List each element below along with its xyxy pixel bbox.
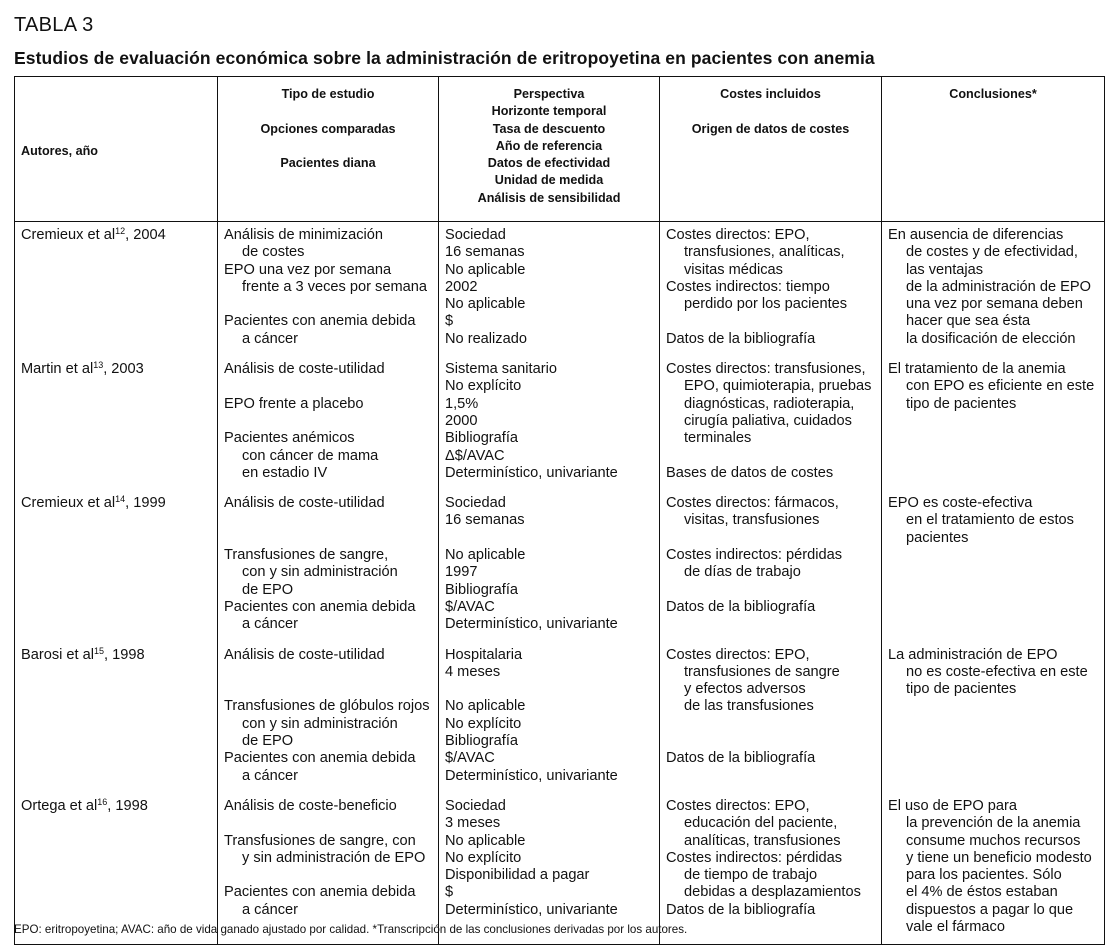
table-body [15, 222, 1105, 945]
cell-line: No aplicable [445, 832, 526, 849]
cell-line: de costes y de efectividad, [906, 244, 1078, 261]
cell-paragraph [445, 378, 653, 395]
cell-costs [660, 490, 882, 641]
cell-line: 1997 [445, 564, 478, 581]
cell-line: Costes directos: EPO, [666, 227, 810, 243]
cell-paragraph [666, 448, 875, 465]
cell-line: Sociedad [445, 797, 506, 814]
cell-perspective [439, 642, 660, 793]
cell-line: la prevención de la anemia [906, 815, 1081, 832]
cell-line: No aplicable [445, 547, 526, 564]
cell-paragraph [445, 681, 653, 698]
header-line: Tipo de estudio [281, 87, 375, 101]
cell-line: Bases de datos de costes [666, 464, 834, 481]
cell-line: en el tratamiento de estos [906, 512, 1074, 529]
cell-paragraph [445, 768, 653, 785]
cell-paragraph [888, 647, 1098, 699]
cell-paragraph [224, 867, 432, 884]
author-name: Barosi et al [21, 646, 95, 663]
cell-authors [15, 222, 218, 357]
cell-paragraph [445, 465, 653, 482]
cell-paragraph [666, 227, 875, 279]
cell-paragraph [666, 798, 875, 850]
cell-line: No aplicable [445, 261, 526, 278]
cell-paragraph [666, 361, 875, 447]
author-citation [21, 798, 211, 815]
author-citation [21, 495, 211, 512]
header-perspective [439, 77, 660, 222]
cell-line: a cáncer [242, 767, 298, 784]
cell-line: el 4% de éstos estaban [906, 884, 1058, 901]
header-line: Tasa de descuento [492, 121, 606, 136]
cell-paragraph [224, 698, 432, 750]
cell-line: Bibliografía [445, 733, 519, 750]
header-line [224, 138, 432, 155]
blank-line [224, 296, 432, 313]
cell-paragraph [445, 698, 653, 715]
header-line: Conclusiones* [949, 87, 1037, 101]
cell-line: con EPO es eficiente en este [906, 378, 1095, 395]
cell-conclusions [882, 490, 1105, 641]
cell-paragraph [445, 262, 653, 279]
cell-conclusions [882, 642, 1105, 793]
table-row [15, 222, 1105, 357]
blank-line [224, 378, 432, 395]
cell-line: En ausencia de diferencias [888, 227, 1064, 243]
cell-line: Costes directos: EPO, [666, 797, 810, 814]
cell-paragraph [445, 227, 653, 244]
cell-paragraph [445, 530, 653, 547]
cell-line: No explícito [445, 849, 522, 866]
header-study-type [218, 77, 439, 222]
cell-line: $/AVAC [445, 598, 495, 615]
cell-paragraph [224, 378, 432, 395]
cell-line: tipo de pacientes [906, 395, 1017, 412]
header-conclusions [882, 77, 1105, 222]
cell-line: Determinístico, univariante [445, 464, 618, 481]
cell-line: a cáncer [242, 901, 298, 918]
cell-line: 2002 [445, 278, 478, 295]
cell-line: Datos de la bibliografía [666, 750, 816, 767]
cell-paragraph [666, 716, 875, 733]
cell-line: Costes indirectos: tiempo [666, 278, 830, 295]
cell-paragraph [666, 495, 875, 530]
cell-line: Datos de la bibliografía [666, 901, 816, 918]
blank-line [224, 413, 432, 430]
cell-line: Pacientes con anemia debida [224, 313, 416, 330]
blank-line [224, 664, 432, 681]
header-line: Horizonte temporal [491, 104, 607, 119]
cell-paragraph [888, 798, 1098, 936]
cell-line: Transfusiones de glóbulos rojos [224, 698, 430, 715]
cell-line: Costes indirectos: pérdidas [666, 849, 843, 866]
cell-line: Determinístico, univariante [445, 767, 618, 784]
cell-line: tipo de pacientes [906, 681, 1017, 698]
cell-paragraph [666, 733, 875, 750]
header-line: Datos de efectividad [487, 156, 611, 171]
header-line [224, 103, 432, 120]
cell-line: Sistema sanitario [445, 361, 557, 378]
author-name: Cremieux et al [21, 495, 116, 512]
cell-paragraph [224, 495, 432, 512]
cell-line: EPO, quimioterapia, pruebas [684, 378, 872, 395]
cell-perspective [439, 793, 660, 945]
cell-paragraph [224, 361, 432, 378]
author-name: Martin et al [21, 361, 94, 378]
cell-line: hacer que sea ésta [906, 313, 1031, 330]
cell-line: vale el fármaco [906, 918, 1005, 935]
cell-costs [660, 793, 882, 945]
cell-paragraph [224, 750, 432, 785]
table-header [15, 77, 1105, 222]
cell-paragraph [224, 413, 432, 430]
header-line: Análisis de sensibilidad [477, 190, 621, 205]
cell-paragraph [224, 815, 432, 832]
header-line: Perspectiva [513, 87, 585, 101]
cell-paragraph [224, 884, 432, 919]
cell-paragraph [445, 279, 653, 296]
reference-number: 16 [97, 796, 108, 807]
cell-authors [15, 793, 218, 945]
cell-paragraph [224, 599, 432, 634]
header-line: Opciones comparadas [260, 121, 396, 136]
blank-line [445, 681, 653, 698]
cell-perspective [439, 490, 660, 641]
cell-line: Análisis de minimización [224, 227, 383, 243]
cell-line: en estadio IV [242, 464, 328, 481]
cell-paragraph [666, 647, 875, 716]
blank-line [445, 530, 653, 547]
reference-number: 15 [94, 645, 105, 656]
cell-line: pacientes [906, 529, 969, 546]
cell-line: analíticas, transfusiones [684, 832, 841, 849]
reference-number: 14 [115, 494, 126, 505]
author-citation [21, 647, 211, 664]
cell-line: no es coste-efectiva en este [906, 663, 1088, 680]
cell-line: a cáncer [242, 616, 298, 633]
table-row [15, 490, 1105, 641]
cell-paragraph [445, 244, 653, 261]
header-line: Pacientes diana [280, 156, 376, 171]
cell-conclusions [882, 222, 1105, 357]
cell-line: 16 semanas [445, 512, 525, 529]
cell-line: $ [445, 313, 454, 330]
cell-line: Análisis de coste-utilidad [224, 361, 385, 378]
cell-costs [660, 642, 882, 793]
cell-line: Transfusiones de sangre, con [224, 832, 416, 849]
cell-paragraph [224, 396, 432, 413]
cell-study-type [218, 222, 439, 357]
cell-paragraph [666, 850, 875, 902]
cell-line: diagnósticas, radioterapia, [684, 395, 855, 412]
reference-number: 13 [93, 360, 104, 371]
cell-paragraph [445, 716, 653, 733]
author-year: , 1999 [125, 495, 166, 512]
cell-paragraph [445, 512, 653, 529]
cell-study-type [218, 793, 439, 945]
cell-paragraph [224, 530, 432, 547]
cell-paragraph [666, 530, 875, 547]
cell-paragraph [445, 647, 653, 664]
cell-line: La administración de EPO [888, 646, 1058, 663]
header-costs [660, 77, 882, 222]
cell-costs [660, 356, 882, 490]
cell-paragraph [666, 750, 875, 767]
cell-paragraph [666, 279, 875, 314]
cell-line: con y sin administración [242, 715, 398, 732]
cell-line: para los pacientes. Sólo [906, 867, 1062, 884]
cell-paragraph [445, 902, 653, 919]
cell-line: Sociedad [445, 227, 506, 243]
cell-paragraph [666, 599, 875, 616]
blank-line [666, 448, 875, 465]
cell-paragraph [445, 430, 653, 447]
cell-line: Transfusiones de sangre, [224, 547, 389, 564]
table-row [15, 356, 1105, 490]
cell-line: Pacientes con anemia debida [224, 884, 416, 901]
cell-paragraph [445, 664, 653, 681]
cell-authors [15, 356, 218, 490]
cell-line: Datos de la bibliografía [666, 330, 816, 347]
cell-line: consume muchos recursos [906, 832, 1081, 849]
cell-line: No aplicable [445, 698, 526, 715]
cell-paragraph [445, 599, 653, 616]
cell-paragraph [445, 313, 653, 330]
cell-paragraph [445, 850, 653, 867]
economic-studies-table [14, 76, 1105, 945]
cell-line: y efectos adversos [684, 681, 806, 698]
cell-line: El uso de EPO para [888, 797, 1017, 814]
cell-line: de la administración de EPO [906, 278, 1091, 295]
cell-line: y sin administración de EPO [242, 849, 426, 866]
author-name: Cremieux et al [21, 227, 116, 243]
cell-paragraph [666, 465, 875, 482]
cell-line: Costes directos: EPO, [666, 646, 810, 663]
cell-paragraph [445, 547, 653, 564]
cell-paragraph [445, 798, 653, 815]
cell-line: y tiene un beneficio modesto [906, 849, 1092, 866]
cell-paragraph [445, 867, 653, 884]
cell-line: con y sin administración [242, 564, 398, 581]
cell-line: dispuestos a pagar lo que [906, 901, 1074, 918]
author-name: Ortega et al [21, 797, 98, 814]
cell-line: EPO es coste-efectiva [888, 495, 1033, 512]
cell-paragraph [445, 413, 653, 430]
cell-paragraph [445, 582, 653, 599]
cell-study-type [218, 356, 439, 490]
cell-line: visitas, transfusiones [684, 512, 820, 529]
blank-line [666, 582, 875, 599]
cell-line: debidas a desplazamientos [684, 884, 861, 901]
cell-line: No explícito [445, 378, 522, 395]
cell-conclusions [882, 793, 1105, 945]
cell-paragraph [445, 448, 653, 465]
cell-paragraph [445, 495, 653, 512]
cell-line: 2000 [445, 412, 478, 429]
cell-paragraph [445, 361, 653, 378]
cell-line: transfusiones, analíticas, [684, 244, 845, 261]
table-row [15, 793, 1105, 945]
table-label: TABLA 3 [14, 14, 94, 36]
cell-line: una vez por semana deben [906, 296, 1083, 313]
cell-line: No aplicable [445, 296, 526, 313]
author-year: , 1998 [104, 646, 145, 663]
cell-paragraph [445, 733, 653, 750]
table-footnote: EPO: eritropoyetina; AVAC: año de vida ganado ajustado por calidad. *Transcripción de las conclusiones derivadas por los autores. [14, 923, 688, 936]
cell-line: EPO frente a placebo [224, 395, 364, 412]
author-year: , 2004 [125, 227, 166, 243]
cell-paragraph [224, 547, 432, 599]
cell-paragraph [445, 815, 653, 832]
cell-paragraph [445, 616, 653, 633]
cell-line: de EPO [242, 581, 294, 598]
cell-line: EPO una vez por semana [224, 261, 392, 278]
cell-paragraph [224, 430, 432, 482]
author-year: , 1998 [107, 797, 148, 814]
cell-line: perdido por los pacientes [684, 296, 848, 313]
cell-line: Análisis de coste-utilidad [224, 646, 385, 663]
cell-line: Costes directos: fármacos, [666, 495, 839, 512]
cell-study-type [218, 642, 439, 793]
author-citation [21, 361, 211, 378]
cell-authors [15, 490, 218, 641]
reference-number: 12 [115, 226, 126, 236]
header-line: Costes incluidos [720, 87, 821, 101]
cell-line: terminales [684, 430, 752, 447]
cell-line: visitas médicas [684, 261, 783, 278]
table-row [15, 642, 1105, 793]
blank-line [224, 815, 432, 832]
cell-line: de EPO [242, 733, 294, 750]
cell-line: Sociedad [445, 495, 506, 512]
cell-line: Determinístico, univariante [445, 901, 618, 918]
cell-line: la dosificación de elección [906, 330, 1076, 347]
blank-line [666, 733, 875, 750]
cell-line: de tiempo de trabajo [684, 867, 818, 884]
cell-paragraph [445, 296, 653, 313]
cell-line: educación del paciente, [684, 815, 838, 832]
cell-conclusions [882, 356, 1105, 490]
cell-line: Hospitalaria [445, 646, 523, 663]
header-authors [15, 77, 218, 222]
cell-line: Costes directos: transfusiones, [666, 361, 866, 378]
cell-line: No realizado [445, 330, 527, 347]
cell-line: Datos de la bibliografía [666, 598, 816, 615]
cell-line: las ventajas [906, 261, 984, 278]
cell-line: Disponibilidad a pagar [445, 867, 590, 884]
cell-line: a cáncer [242, 330, 298, 347]
cell-paragraph [224, 227, 432, 262]
cell-line: Δ$/AVAC [445, 447, 505, 464]
author-year: , 2003 [103, 361, 144, 378]
blank-line [224, 681, 432, 698]
header-line [666, 103, 875, 120]
cell-line: Bibliografía [445, 581, 519, 598]
cell-paragraph [888, 361, 1098, 413]
cell-perspective [439, 356, 660, 490]
blank-line [224, 867, 432, 884]
cell-paragraph [224, 296, 432, 313]
cell-line: 1,5% [445, 395, 479, 412]
blank-line [224, 512, 432, 529]
blank-line [224, 530, 432, 547]
cell-paragraph [224, 647, 432, 664]
cell-authors [15, 642, 218, 793]
cell-line: El tratamiento de la anemia [888, 361, 1066, 378]
cell-paragraph [224, 798, 432, 815]
cell-line: Bibliografía [445, 430, 519, 447]
cell-line: de costes [242, 244, 305, 261]
cell-line: 4 meses [445, 663, 501, 680]
cell-paragraph [445, 331, 653, 348]
cell-paragraph [888, 227, 1098, 348]
table-title: Estudios de evaluación económica sobre la administración de eritropoyetina en pacientes con anemia [14, 48, 875, 68]
cell-line: de días de trabajo [684, 564, 801, 581]
cell-paragraph [445, 396, 653, 413]
cell-line: 3 meses [445, 815, 501, 832]
cell-paragraph [666, 331, 875, 348]
cell-paragraph [224, 664, 432, 681]
cell-paragraph [445, 884, 653, 901]
cell-line: $ [445, 884, 454, 901]
header-line: Unidad de medida [494, 173, 604, 188]
cell-paragraph [445, 750, 653, 767]
cell-line: cirugía paliativa, cuidados [684, 412, 852, 429]
cell-costs [660, 222, 882, 357]
cell-line: 16 semanas [445, 244, 525, 261]
cell-paragraph [445, 833, 653, 850]
blank-line [666, 530, 875, 547]
header-line: Autores, año [21, 143, 98, 158]
cell-paragraph [224, 512, 432, 529]
cell-paragraph [445, 564, 653, 581]
cell-line: Análisis de coste-beneficio [224, 797, 397, 814]
cell-line: No explícito [445, 715, 522, 732]
cell-line: frente a 3 veces por semana [242, 278, 427, 295]
cell-line: con cáncer de mama [242, 447, 379, 464]
cell-line: Pacientes con anemia debida [224, 598, 416, 615]
cell-line: de las transfusiones [684, 698, 814, 715]
cell-perspective [439, 222, 660, 357]
cell-paragraph [224, 313, 432, 348]
cell-line: Determinístico, univariante [445, 616, 618, 633]
cell-paragraph [666, 313, 875, 330]
cell-study-type [218, 490, 439, 641]
cell-line: Pacientes anémicos [224, 430, 355, 447]
cell-paragraph [666, 582, 875, 599]
cell-paragraph [888, 495, 1098, 547]
cell-line: Análisis de coste-utilidad [224, 495, 385, 512]
cell-line: $/AVAC [445, 750, 495, 767]
header-line: Año de referencia [495, 138, 603, 153]
cell-line: transfusiones de sangre [684, 663, 840, 680]
cell-paragraph [666, 902, 875, 919]
header-line: Origen de datos de costes [691, 121, 850, 136]
cell-line: Pacientes con anemia debida [224, 750, 416, 767]
blank-line [666, 716, 875, 733]
cell-paragraph [224, 833, 432, 868]
blank-line [666, 313, 875, 330]
cell-line: Costes indirectos: pérdidas [666, 547, 843, 564]
author-citation [21, 227, 211, 244]
cell-paragraph [666, 547, 875, 582]
cell-paragraph [224, 262, 432, 297]
cell-paragraph [224, 681, 432, 698]
